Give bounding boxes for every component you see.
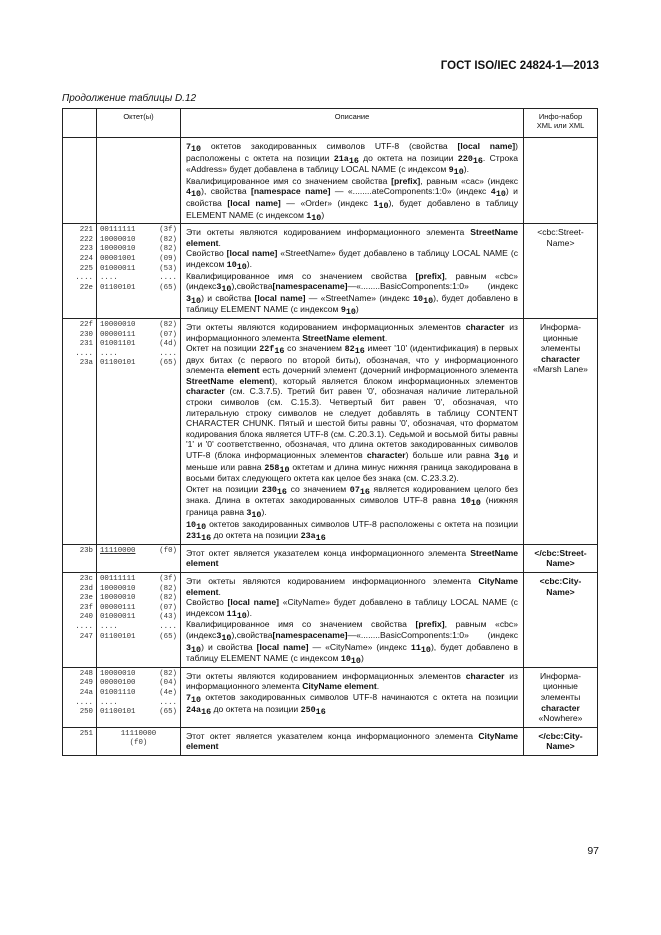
infoset-cell bbox=[524, 138, 598, 224]
octets-cell: 00111111 (3f) 10000010 (82) 10000010 (82) 00001001 (09) 01000011 (53) .... .... 01100101 (65) bbox=[97, 224, 181, 319]
offset-cell: 221 222 223 224 225 .... 22e bbox=[63, 224, 97, 319]
octets-cell: 10000010 (82) 00000111 (07) 01001101 (4d) .... .... 01100101 (65) bbox=[97, 318, 181, 544]
infoset-cell: <cbc:City- Name> bbox=[524, 572, 598, 667]
table-row bbox=[63, 318, 598, 544]
offset-column-header bbox=[63, 109, 97, 138]
offset-cell bbox=[63, 138, 97, 224]
infoset-cell: </cbc:Street- Name> bbox=[524, 544, 598, 572]
infoset-header-line1: Инфо-набор bbox=[538, 112, 583, 121]
octets-cell: 11110000 (f0) bbox=[97, 544, 181, 572]
offset-cell: 248 249 24a .... 250 bbox=[63, 667, 97, 727]
offset-cell: 23b bbox=[63, 544, 97, 572]
paragraph: Октет на позиции $230_{16}$ со значением $07_{16}$ является кодированием целого без знака. Длина в октетах закодированных символов UTF-8 равна $10_{10}$ (нижняя граница равна $3_{10}$). bbox=[186, 483, 518, 520]
paragraph: Этот октет является указателем конца информационного элемента StreetName element bbox=[186, 547, 518, 569]
paragraph: Этот октет является указателем конца информационного элемента CityName element bbox=[186, 730, 518, 752]
paragraph: Свойство [local name] «CityName» будет добавлено в таблицу LOCAL NAME (с индексом $11_{10}$). bbox=[186, 597, 518, 621]
table-row bbox=[63, 224, 598, 319]
table-row bbox=[63, 727, 598, 755]
infoset-column-header bbox=[524, 109, 598, 138]
octets-column-header: Октет(ы) bbox=[97, 109, 181, 138]
offset-cell: 22f 230 231 .... 23a bbox=[63, 318, 97, 544]
table-row bbox=[63, 138, 598, 224]
description-column-header: Описание bbox=[181, 109, 524, 138]
paragraph: Октет на позиции $22f_{16}$ со значением $82_{16}$ имеет '10' (идентификация) в первых двух битах (с первого по второй биты), обозначая, что у информационного элемента element есть дочерний элемент (дочерний информационного элемента StreetName element), который является блоком информационных элементов character (см. C.3.7.5). Третий бит равен '0', обозначая наличие литеральной строки символов (см. C.15.3). Четвертый бит равен '0', обозначая, что литеральную строку символов не следует добавлять в таблицу CONTENT CHARACTER CHUNK. Пятый и шестой биты равны '0', обозначая, что форматом кодирования блока является UTF-8 (см. C.20.3.1). Седьмой и восьмой биты равны '1' и '0' соответственно, обозначая, что длина октетов закодированных символов UTF-8 (блока информационных элементов character) больше или равна $3_{10}$ и меньше или равна $258_{10}$ октетам и длина минус нижняя граница закодирована в восьми битах следующего октета как целое без знака (см. C.23.3.2). bbox=[186, 343, 519, 484]
paragraph: Квалифицированное имя со значением свойства [prefix], равным «cbc» $(индекс3_{10}),свойства[namespacename]—«........BasicComponents:1:0$» (индекс $3_{10}$) и свойства [local name] — «StreetName» (индекс $10_{10}$), будет добавлено в таблицу ELEMENT NAME (с индексом $9_{10}$) bbox=[186, 270, 518, 318]
paragraph: Эти октеты являются кодированием информационного элемента CityName element. bbox=[186, 575, 518, 597]
standard-header: ГОСТ ISO/IEC 24824-1—2013 bbox=[440, 60, 599, 72]
table-row bbox=[63, 572, 598, 667]
paragraph: Квалифицированное имя со значением свойства [prefix], равным «cac» (индекс $4_{10}$), свойства [namespace name] — «........ateComponents:1:0» (индекс $4_{10}$) и свойства [local name] — «Order» (индекс $1_{10}$), будет добавлено в таблицу ELEMENT NAME (с индексом $1_{10}$) bbox=[186, 175, 518, 223]
octets-cell: 11110000 (f0) bbox=[97, 727, 181, 755]
description-cell bbox=[181, 224, 524, 319]
paragraph: $7_{10}$ октетов закодированных символов UTF-8 начинаются с октета на позиции $24a_{16}$ до октета на позиции $250_{16}$ bbox=[186, 691, 518, 717]
infoset-cell: Информа- ционные элементы character «Nowhere» bbox=[524, 667, 598, 727]
offset-cell: 23c 23d 23e 23f 240 .... 247 bbox=[63, 572, 97, 667]
infoset-cell: </cbc:City- Name> bbox=[524, 727, 598, 755]
octets-cell: 10000010 (82) 00000100 (04) 01001110 (4e) .... .... 01100101 (65) bbox=[97, 667, 181, 727]
infoset-cell: <cbc:Street- Name> bbox=[524, 224, 598, 319]
offset-cell: 251 bbox=[63, 727, 97, 755]
description-cell bbox=[181, 727, 524, 755]
paragraph: Эти октеты являются кодированием информационных элементов character из информационного элемента CityName element. bbox=[186, 670, 518, 692]
paragraph: Свойство [local name] «StreetName» будет добавлено в таблицу LOCAL NAME (с индексом $10_{10}$). bbox=[186, 248, 518, 272]
table-caption: Продолжение таблицы D.12 bbox=[62, 93, 197, 104]
infoset-cell: Информа- ционные элементы character «Marsh Lane» bbox=[524, 318, 598, 544]
description-cell bbox=[181, 667, 524, 727]
paragraph: Квалифицированное имя со значением свойства [prefix], равным «cbc» $(индекс3_{10}),свойства[namespacename]—«........BasicComponents:1:0$» (индекс $3_{10}$) и свойства [local name] — «CityName» (индекс $11_{10}$), будет добавлено в таблицу ELEMENT NAME (с индексом $10_{10}$) bbox=[186, 619, 519, 667]
encoding-table bbox=[62, 108, 598, 756]
table-header-row bbox=[63, 109, 598, 138]
infoset-header-line2: XML или XML bbox=[536, 121, 585, 130]
paragraph: $7_{10}$ октетов закодированных символов UTF-8 (свойства [local name]) расположены с октета на позиции $21a_{16}$ до октета на позиции $220_{16}$. Строка «Address» будет добавлена в таблицу LOCAL NAME (с индексом $9_{10}$). bbox=[186, 141, 518, 178]
table-row bbox=[63, 544, 598, 572]
octets-cell bbox=[97, 138, 181, 224]
description-cell bbox=[181, 544, 524, 572]
paragraph: $10_{10}$ октетов закодированных символов UTF-8 расположены с октета на позиции $231_{16}$ до октета на позиции $23a_{16}$ bbox=[186, 518, 518, 544]
paragraph: Эти октеты являются кодированием информационного элемента StreetName element. bbox=[186, 227, 518, 248]
page-number: 97 bbox=[587, 845, 599, 857]
description-cell bbox=[181, 572, 524, 667]
table-row bbox=[63, 667, 598, 727]
description-cell bbox=[181, 318, 524, 544]
paragraph: Эти октеты являются кодированием информационных элементов character из информационного элемента StreetName element. bbox=[186, 321, 518, 343]
octets-cell: 00111111 (3f) 10000010 (82) 10000010 (82) 00000111 (07) 01000011 (43) .... .... 01100101 (65) bbox=[97, 572, 181, 667]
description-cell bbox=[181, 138, 524, 224]
